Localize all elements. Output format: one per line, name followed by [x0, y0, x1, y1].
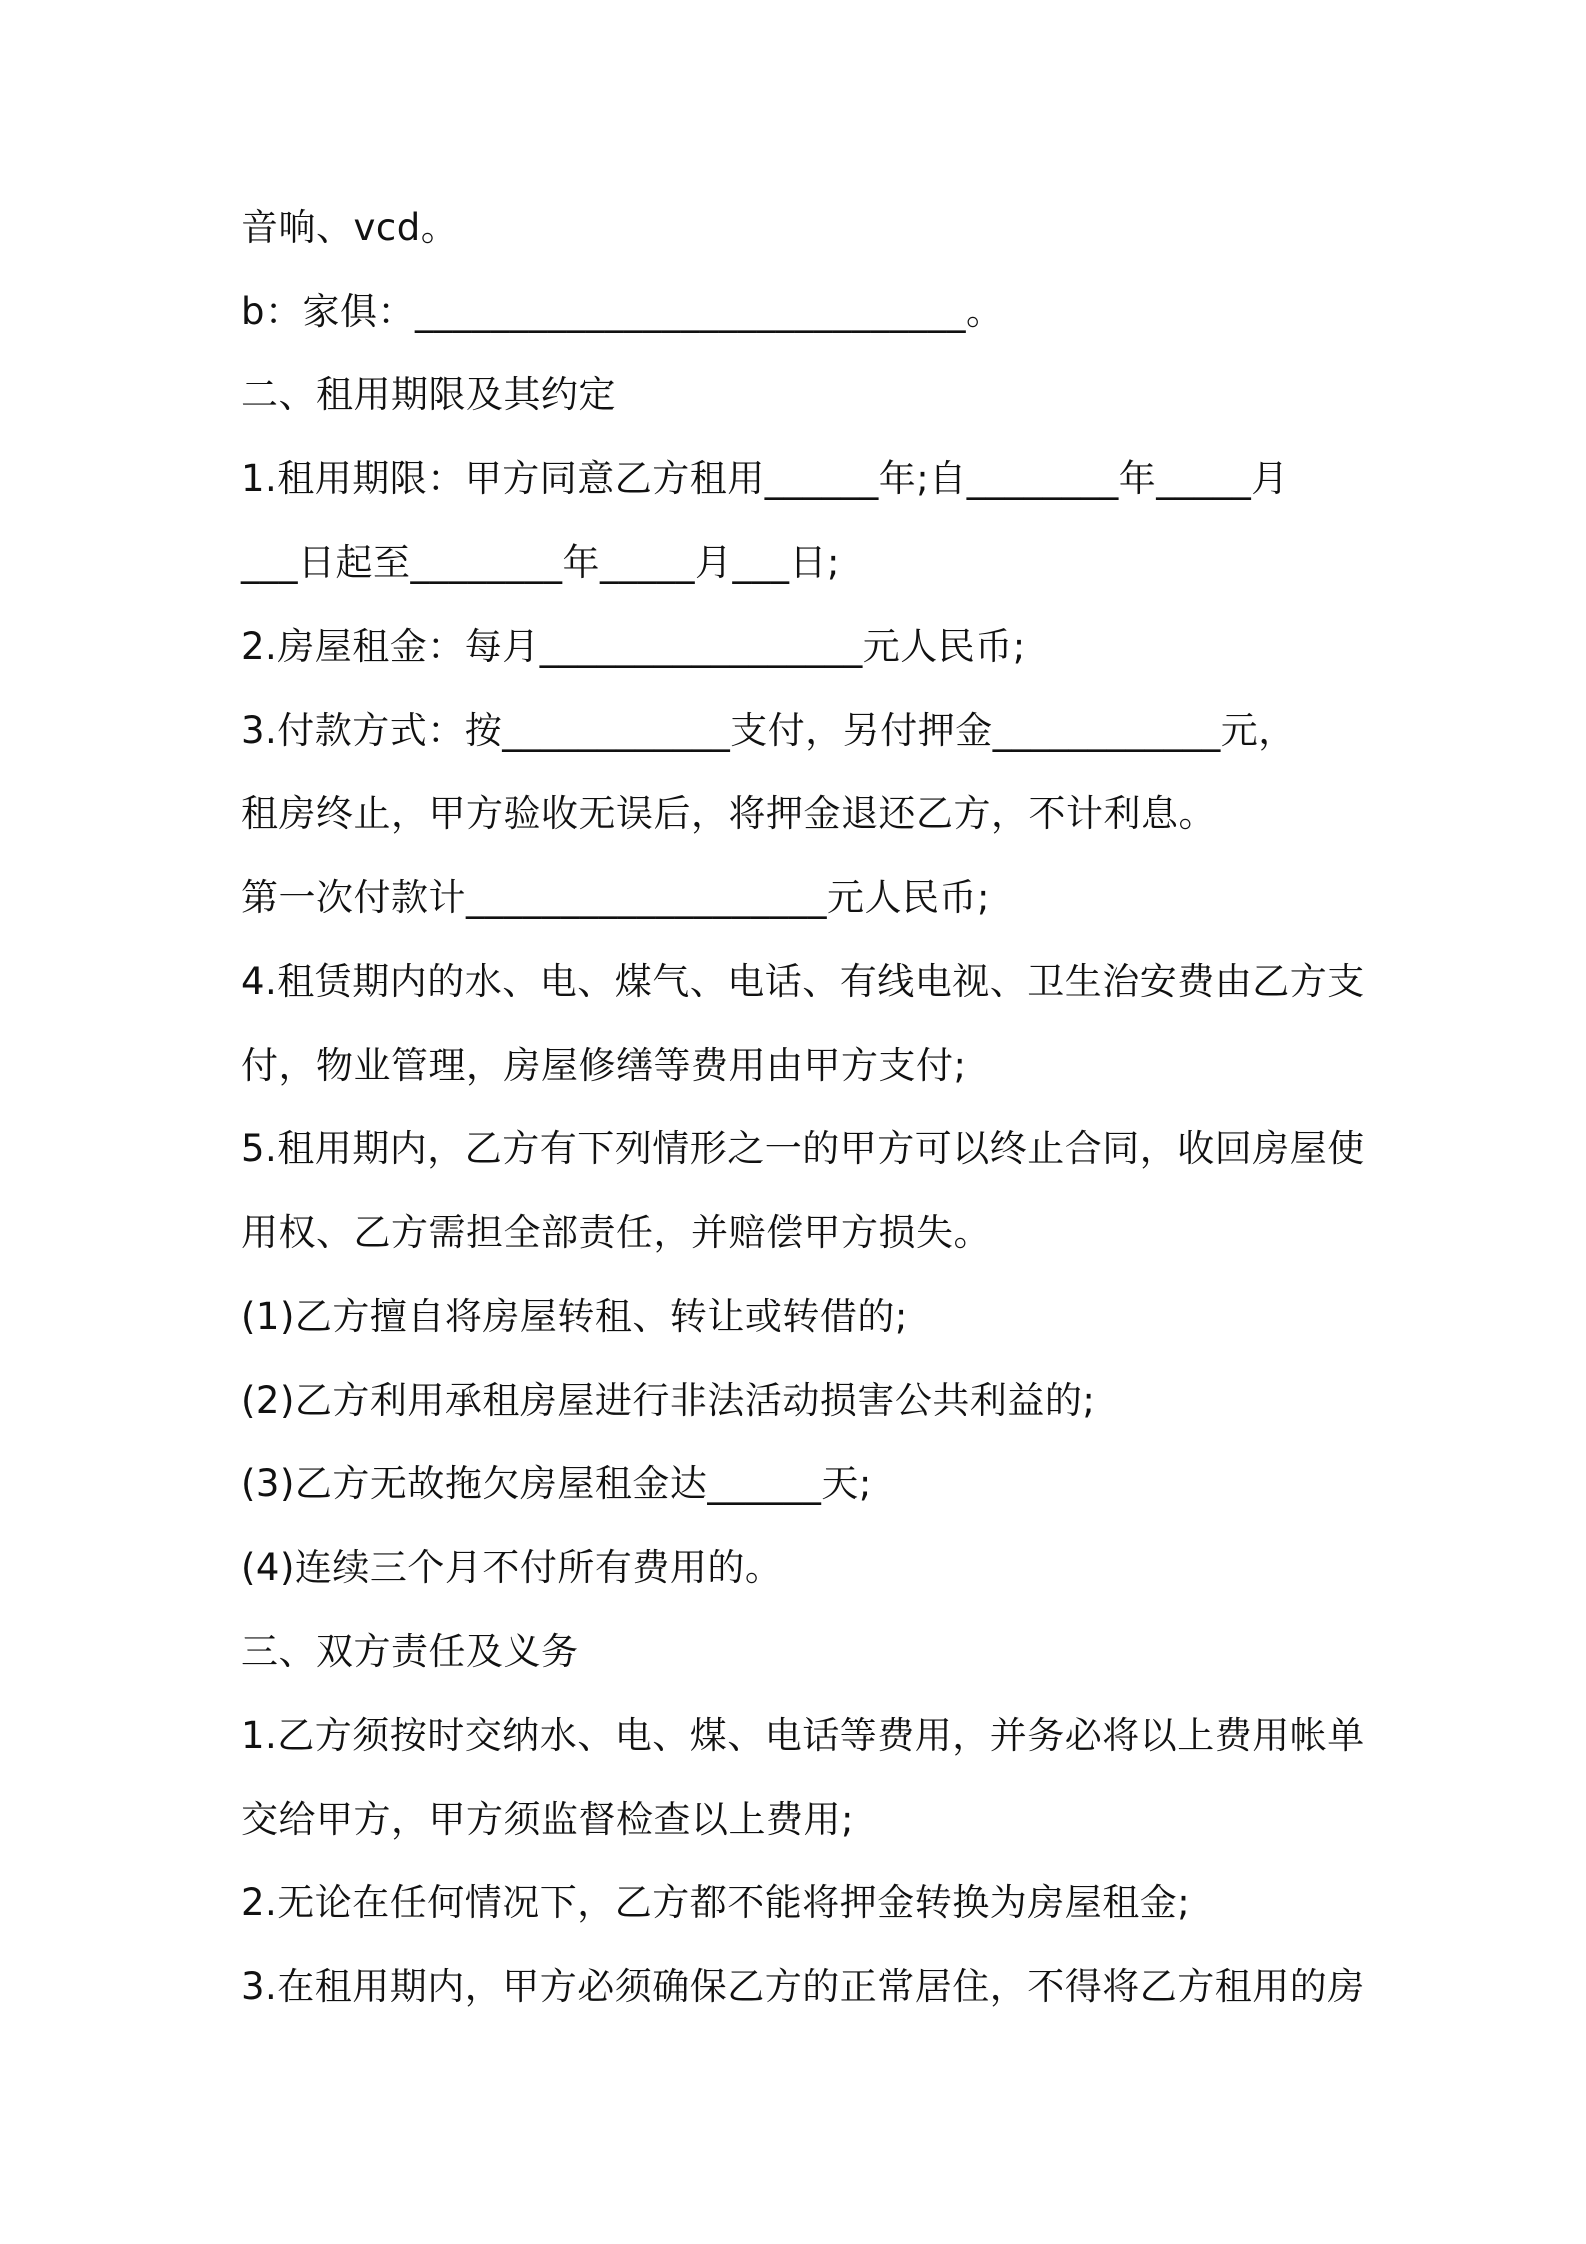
text-line: 3.在租用期内，甲方必须确保乙方的正常居住，不得将乙方租用的房: [241, 1965, 1365, 2008]
text-line: 交给甲方，甲方须监督检查以上费用;: [241, 1798, 854, 1841]
text-line: 音响、vcd。: [241, 206, 459, 249]
text-line: 用权、乙方需担全部责任，并赔偿甲方损失。: [241, 1211, 991, 1254]
text-line: 付，物业管理，房屋修缮等费用由甲方支付;: [241, 1044, 967, 1087]
text-line: 5.租用期内，乙方有下列情形之一的甲方可以终止合同，收回房屋使: [241, 1127, 1365, 1170]
text-line: ___日起至________年_____月___日;: [241, 541, 840, 584]
text-line: 1.乙方须按时交纳水、电、煤、电话等费用，并务必将以上费用帐单: [241, 1714, 1365, 1757]
section-heading: 三、双方责任及义务: [241, 1630, 579, 1673]
text-line: b：家俱：_____________________________。: [241, 290, 1004, 333]
text-line: 2.无论在任何情况下，乙方都不能将押金转换为房屋租金;: [241, 1881, 1191, 1924]
list-item: (3)乙方无故拖欠房屋租金达______天;: [241, 1462, 872, 1505]
section-heading: 二、租用期限及其约定: [241, 373, 616, 416]
list-item: (2)乙方利用承租房屋进行非法活动损害公共利益的;: [241, 1379, 1096, 1422]
text-line: 1.租用期限：甲方同意乙方租用______年;自________年_____月: [241, 457, 1289, 500]
list-item: (1)乙方擅自将房屋转租、转让或转借的;: [241, 1295, 908, 1338]
text-line: 4.租赁期内的水、电、煤气、电话、有线电视、卫生治安费由乙方支: [241, 960, 1365, 1003]
text-line: 2.房屋租金：每月_________________元人民币;: [241, 625, 1026, 668]
text-line: 第一次付款计___________________元人民币;: [241, 876, 990, 919]
text-line: 3.付款方式：按____________支付，另付押金____________元，: [241, 709, 1296, 752]
text-line: 租房终止，甲方验收无误后，将押金退还乙方，不计利息。: [241, 792, 1216, 835]
list-item: (4)连续三个月不付所有费用的。: [241, 1546, 783, 1589]
